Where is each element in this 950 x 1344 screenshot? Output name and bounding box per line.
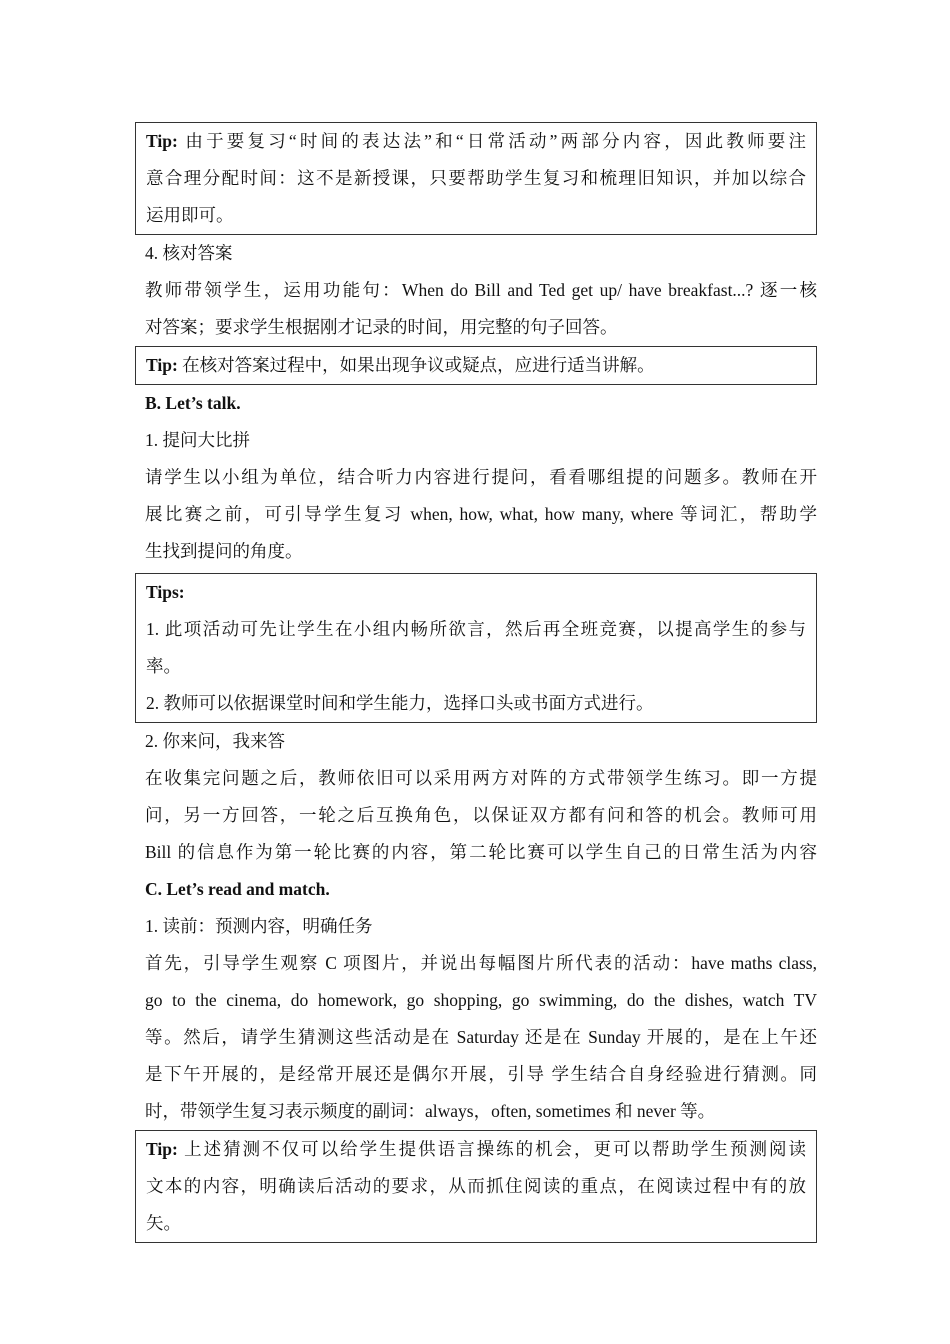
sub-heading-pre-reading: 1. 读前：预测内容，明确任务 [145, 916, 373, 936]
paragraph-line: 请学生以小组为单位，结合听力内容进行提问，看看哪组提的问题多。教师在开 [145, 467, 817, 487]
step-heading-check-answers: 4. 核对答案 [145, 243, 233, 263]
tip-label: Tip: [146, 1139, 178, 1159]
paragraph-line: go to the cinema, do homework, go shopping, go swimming, do the dishes, watch TV [145, 990, 817, 1010]
tip-line: Tip: 上述猜测不仅可以给学生提供语言操练的机会，更可以帮助学生预测阅读 [146, 1139, 806, 1159]
document-content [135, 122, 817, 1243]
paragraph-line: 展比赛之前，可引导学生复习 when, how, what, how many, where 等词汇，帮助学 [145, 504, 817, 524]
paragraph-line: 问，另一方回答，一轮之后互换角色，以保证双方都有问和答的机会。教师可用 [145, 805, 817, 825]
tip-line: Tip: 由于要复习“时间的表达法”和“日常活动”两部分内容，因此教师要注 [146, 131, 806, 151]
sub-heading-ask-and-answer: 2. 你来问，我来答 [145, 731, 285, 751]
section-heading-read-and-match: C. Let’s read and match. [145, 879, 330, 899]
tip-label: Tip: [146, 355, 178, 375]
tips-box-activity [135, 573, 817, 723]
tips-label: Tips: [146, 582, 185, 602]
tip-box-prediction [135, 1130, 817, 1243]
paragraph-line: 是下午开展的，是经常开展还是偶尔开展，引导 学生结合自身经验进行猜测。同 [145, 1064, 817, 1084]
tip-line: 矢。 [146, 1213, 181, 1233]
paragraph-line: 在收集完问题之后，教师依旧可以采用两方对阵的方式带领学生练习。即一方提 [145, 768, 817, 788]
tip-label: Tip: [146, 131, 178, 151]
paragraph-line: 等。然后，请学生猜测这些活动是在 Saturday 还是在 Sunday 开展的，是在上午还 [145, 1027, 817, 1047]
tip-box-check-answers [135, 346, 817, 385]
tip-line: 运用即可。 [146, 205, 234, 225]
tip-line: 意合理分配时间：这不是新授课，只要帮助学生复习和梳理旧知识，并加以综合 [146, 168, 806, 188]
tip-box-time-allocation [135, 122, 817, 235]
paragraph-line: 教师带领学生，运用功能句：When do Bill and Ted get up/ have breakfast...? 逐一核 [145, 280, 817, 300]
paragraph-line: 时，带领学生复习表示频度的副词：always，often, sometimes 和 never 等。 [145, 1101, 716, 1121]
sub-heading-question-contest: 1. 提问大比拼 [145, 430, 250, 450]
paragraph-line: 对答案；要求学生根据刚才记录的时间，用完整的句子回答。 [145, 317, 618, 337]
tip-line: Tip: 在核对答案过程中，如果出现争议或疑点，应进行适当讲解。 [146, 355, 655, 375]
tip-line: 2. 教师可以依据课堂时间和学生能力，选择口头或书面方式进行。 [146, 693, 654, 713]
section-heading-lets-talk: B. Let’s talk. [145, 393, 241, 413]
tip-line: 1. 此项活动可先让学生在小组内畅所欲言，然后再全班竞赛，以提高学生的参与 [146, 619, 806, 639]
paragraph-line: Bill 的信息作为第一轮比赛的内容，第二轮比赛可以学生自己的日常生活为内容 [145, 842, 817, 862]
tip-line: 文本的内容，明确读后活动的要求，从而抓住阅读的重点，在阅读过程中有的放 [146, 1176, 806, 1196]
paragraph-line: 生找到提问的角度。 [145, 541, 303, 561]
tip-line: 率。 [146, 656, 181, 676]
paragraph-line: 首先，引导学生观察 C 项图片，并说出每幅图片所代表的活动：have maths class, [145, 953, 817, 973]
